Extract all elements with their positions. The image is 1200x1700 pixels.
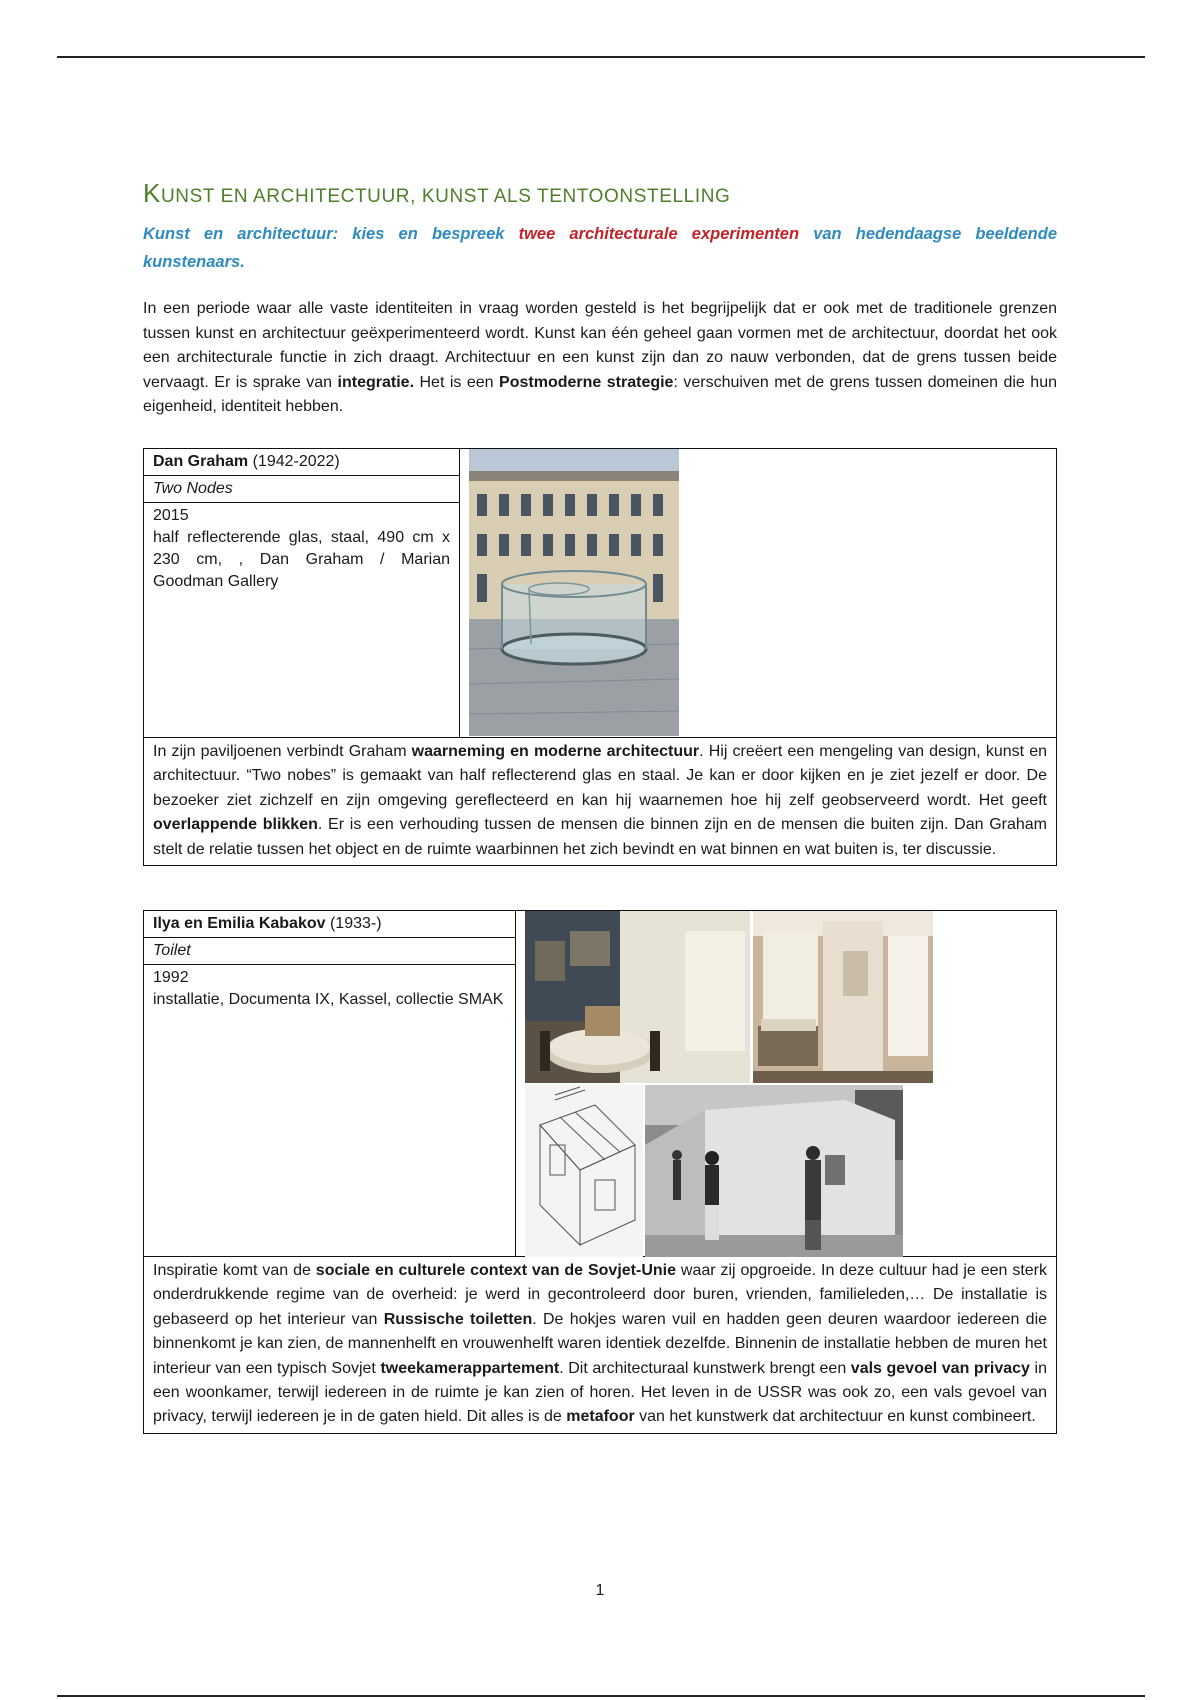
artwork-meta [144,449,460,737]
question-highlight: twee architecturale experimenten [518,225,800,243]
glass-pavilion-photo [469,449,679,736]
artwork-description: In zijn paviljoenen verbindt Graham waarneming en moderne architectuur. Hij creëert een mengeling van design, kunst en architectuur. “Two nobes” is gemaakt van half reflecterend glas en staal. Je kan er door kijken en je ziet jezelf er door. De bezoeker ziet zichzelf en zijn omgeving gereflecteerd en kan hij waarnemen hoe hij zelf geobserveerd wordt. Het geeft overlappende blikken. Er is een verhouding tussen de mensen die binnen zijn en de mensen die buiten zijn. Dan Graham stelt de relatie tussen het object en de ruimte waarbinnen het zich bevindt en wat binnen en wat buiten is, ter discussie. [153,743,1048,858]
artwork-title: Toilet [144,938,515,965]
artwork-details: 2015 half reflecterende glas, staal, 490 cm x 230 cm, , Dan Graham / Marian Goodman Gallery [153,507,450,590]
artwork-meta [144,911,516,1256]
toilet-building-photo [645,1085,903,1257]
artwork-table-kabakov [143,910,1057,1434]
assignment-question: Kunst en architectuur: kies en bespreek twee architecturale experimenten van hedendaagse beeldende kunstenaars. [143,225,1057,271]
artwork-table-dan-graham [143,448,1057,866]
floorplan-sketch [525,1085,643,1257]
section-title: KUNST EN ARCHITECTUUR, KUNST ALS TENTOONSTELLING [143,178,731,208]
artwork-title: Two Nodes [144,476,459,503]
interior-living-room-photo [525,911,750,1083]
footer-rule [57,1695,1145,1697]
interior-bedroom-photo [753,911,933,1083]
page-number: 1 [595,1582,605,1599]
artist-name: Dan Graham (1942-2022) [144,449,459,476]
intro-paragraph: In een periode waar alle vaste identiteiten in vraag worden gesteld is het begrijpelijk dat er ook met de traditionele grenzen tussen kunst en architectuur geëxperimenteerd wordt. Kunst kan één geheel gaan vormen met de architectuur, doordat het ook een architecturale functie in zich draagt. Architectuur en een kunst zijn dan zo nauw verbonden, dat de grens tussen beide vervaagt. Er is sprake van integratie. Het is een Postmoderne strategie: verschuiven met de grens tussen domeinen die hun eigenheid, identiteit hebben. [143,300,1057,416]
artwork-description: Inspiratie komt van de sociale en culturele context van de Sovjet-Unie waar zij opgroeide. In deze cultuur had je een sterk onderdrukkende regime van de overheid: je werd in gecontroleerd door buren, vrienden, familieleden,… De installatie is gebaseerd op het interieur van Russische toiletten. De hokjes waren vuil en hadden geen deuren waardoor iedereen die binnenkomt je kan zien, de mannenhelft en vrouwenhelft waren identiek dezelfde. Binnenin de installatie hebben de muren het interieur van een typisch Sovjet tweekamerappartement. Dit architecturaal kunstwerk brengt een vals gevoel van privacy in een woonkamer, terwijl iedereen in de ruimte je kan zien of horen. Het leven in de USSR was ook zo, een vals gevoel van privacy, terwijl iedereen je in de gaten hield. Dit alles is de metafoor van het kunstwerk dat architectuur en kunst combineert. [153,1262,1048,1426]
artist-name: Ilya en Emilia Kabakov (1933-) [144,911,515,938]
header-rule [57,56,1145,58]
artwork-details: 1992 installatie, Documenta IX, Kassel, collectie SMAK [153,969,504,1008]
